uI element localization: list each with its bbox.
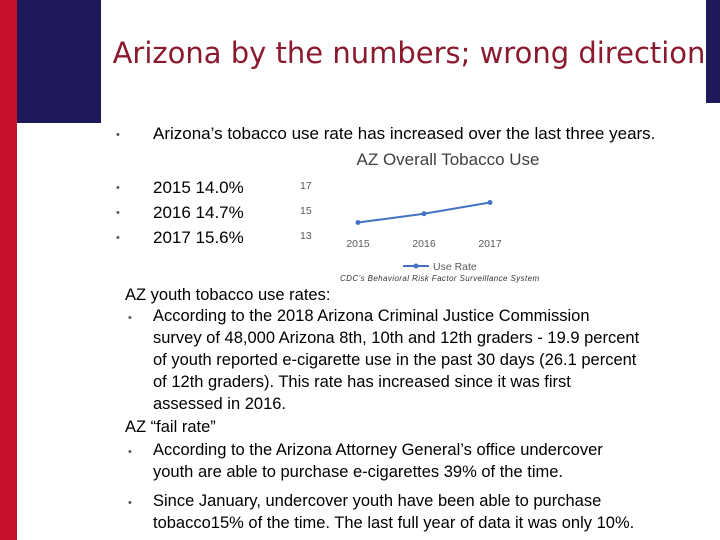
bullet-dot: • [116, 129, 120, 141]
y-tick-label: 13 [300, 230, 312, 242]
fail-line: youth are able to purchase e-cigarettes 39% of the time. [153, 463, 563, 481]
rate-2015: 2015 14.0% [153, 178, 244, 197]
data-point [356, 220, 361, 225]
navy-accent-block [17, 0, 101, 123]
x-tick-label: 2017 [478, 238, 502, 250]
youth-heading: AZ youth tobacco use rates: [125, 286, 331, 304]
youth-line: assessed in 2016. [153, 395, 287, 413]
fail-line: According to the Arizona Attorney General’s office undercover [153, 441, 603, 459]
youth-line: According to the 2018 Arizona Criminal Justice Commission [153, 307, 590, 325]
bullet-dot: • [128, 312, 132, 324]
y-tick-label: 15 [300, 205, 312, 217]
x-tick-label: 2015 [346, 238, 370, 250]
slide-title: Arizona by the numbers; wrong direction [112, 36, 706, 70]
bullet-dot: • [116, 182, 120, 194]
legend-marker [414, 264, 419, 269]
youth-line: of youth reported e-cigarette use in the past 30 days (26.1 percent [153, 351, 637, 369]
line-chart [290, 170, 550, 274]
bullet-dot: • [116, 232, 120, 244]
rate-2017: 2017 15.6% [153, 228, 244, 247]
fail-line: Since January, undercover youth have been able to purchase [153, 492, 602, 510]
youth-line: survey of 48,000 Arizona 8th, 10th and 12th graders - 19.9 percent [153, 329, 640, 347]
fail-heading: AZ “fail rate” [125, 418, 216, 436]
rate-2016: 2016 14.7% [153, 203, 244, 222]
red-accent-bar [0, 0, 17, 540]
youth-line: of 12th graders). This rate has increased since it was first [153, 373, 571, 391]
chart-title: AZ Overall Tobacco Use [356, 150, 540, 169]
fail-line: tobacco15% of the time. The last full year of data it was only 10%. [153, 514, 635, 532]
legend-label: Use Rate [433, 261, 477, 273]
bullet-dot: • [128, 497, 132, 509]
data-point [488, 200, 493, 205]
bullet-dot: • [116, 207, 120, 219]
bullet-dot: • [128, 446, 132, 458]
x-tick-label: 2016 [412, 238, 436, 250]
intro-bullet-text: Arizona’s tobacco use rate has increased over the last three years. [153, 124, 656, 143]
y-tick-label: 17 [300, 180, 312, 192]
data-point [422, 211, 427, 216]
chart-source: CDC’s Behavioral Risk Factor Surveillance System [340, 274, 540, 283]
